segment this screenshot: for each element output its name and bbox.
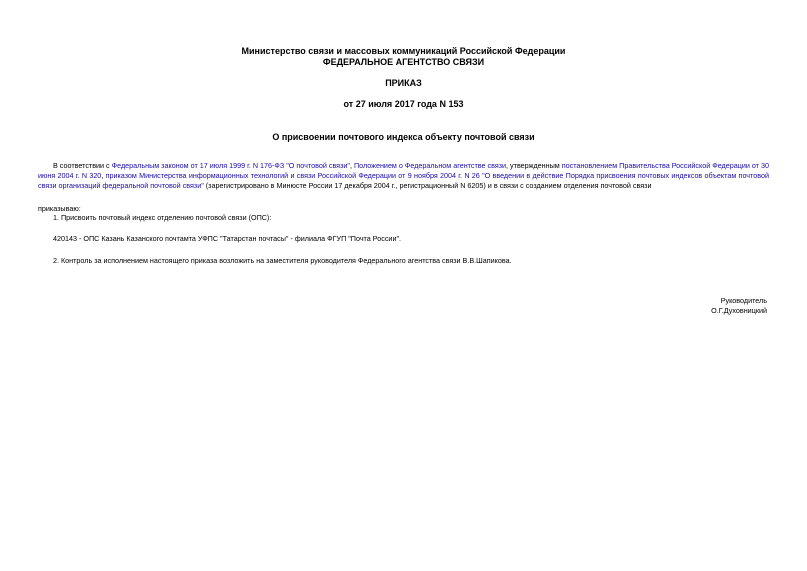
government-resolution-link[interactable]: постановлением Правительства Российской Федерации от 30 июня 2004 г. N 320 [38, 161, 770, 180]
document-type: ПРИКАЗ [385, 78, 422, 88]
preamble-text-4: , [101, 171, 106, 180]
document-date-number: от 27 июля 2017 года N 153 [343, 99, 464, 109]
ministry-order-link[interactable]: приказом Министерства информационных технологий и связи Российской Федерации от 9 ноября 2004 г. N 26 "О введении в действие Порядка присвоения почтовых индексов объектам почтовой связи организаций федеральной почтовой связи" [38, 171, 769, 190]
order-word: приказываю: [38, 204, 81, 213]
order-item-1-detail: 420143 - ОПС Казань Казанского почтамта УФПС "Татарстан почтасы" - филиала ФГУП "Почта России". [53, 234, 402, 243]
signature-name: О.Г.Духовницкий [711, 306, 767, 315]
preamble-text-1: В соответствии с [53, 161, 112, 170]
preamble-text-2: , [349, 161, 354, 170]
federal-law-link[interactable]: Федеральным законом от 17 июля 1999 г. N 176-ФЗ "О почтовой связи" [111, 161, 350, 170]
preamble-text-5: (зарегистрировано в Минюсте России 17 декабря 2004 г., регистрационный N 6205) и в связи с созданием отделения почтовой связи [203, 181, 652, 190]
order-item-2: 2. Контроль за исполнением настоящего приказа возложить на заместителя руководителя Федерального агентства связи В.В.Шапикова. [53, 256, 512, 265]
preamble-text-3: , утвержденным [506, 161, 562, 170]
ministry-heading: Министерство связи и массовых коммуникаций Российской Федерации [241, 46, 566, 56]
document-subject: О присвоении почтового индекса объекту почтовой связи [272, 132, 535, 142]
agency-regulation-link[interactable]: Положением о Федеральном агентстве связи [353, 161, 507, 170]
order-item-1: 1. Присвоить почтовый индекс отделению почтовой связи (ОПС): [53, 213, 272, 222]
preamble-paragraph [38, 161, 769, 191]
signature-title: Руководитель [720, 296, 767, 305]
agency-heading: ФЕДЕРАЛЬНОЕ АГЕНТСТВО СВЯЗИ [322, 57, 485, 67]
